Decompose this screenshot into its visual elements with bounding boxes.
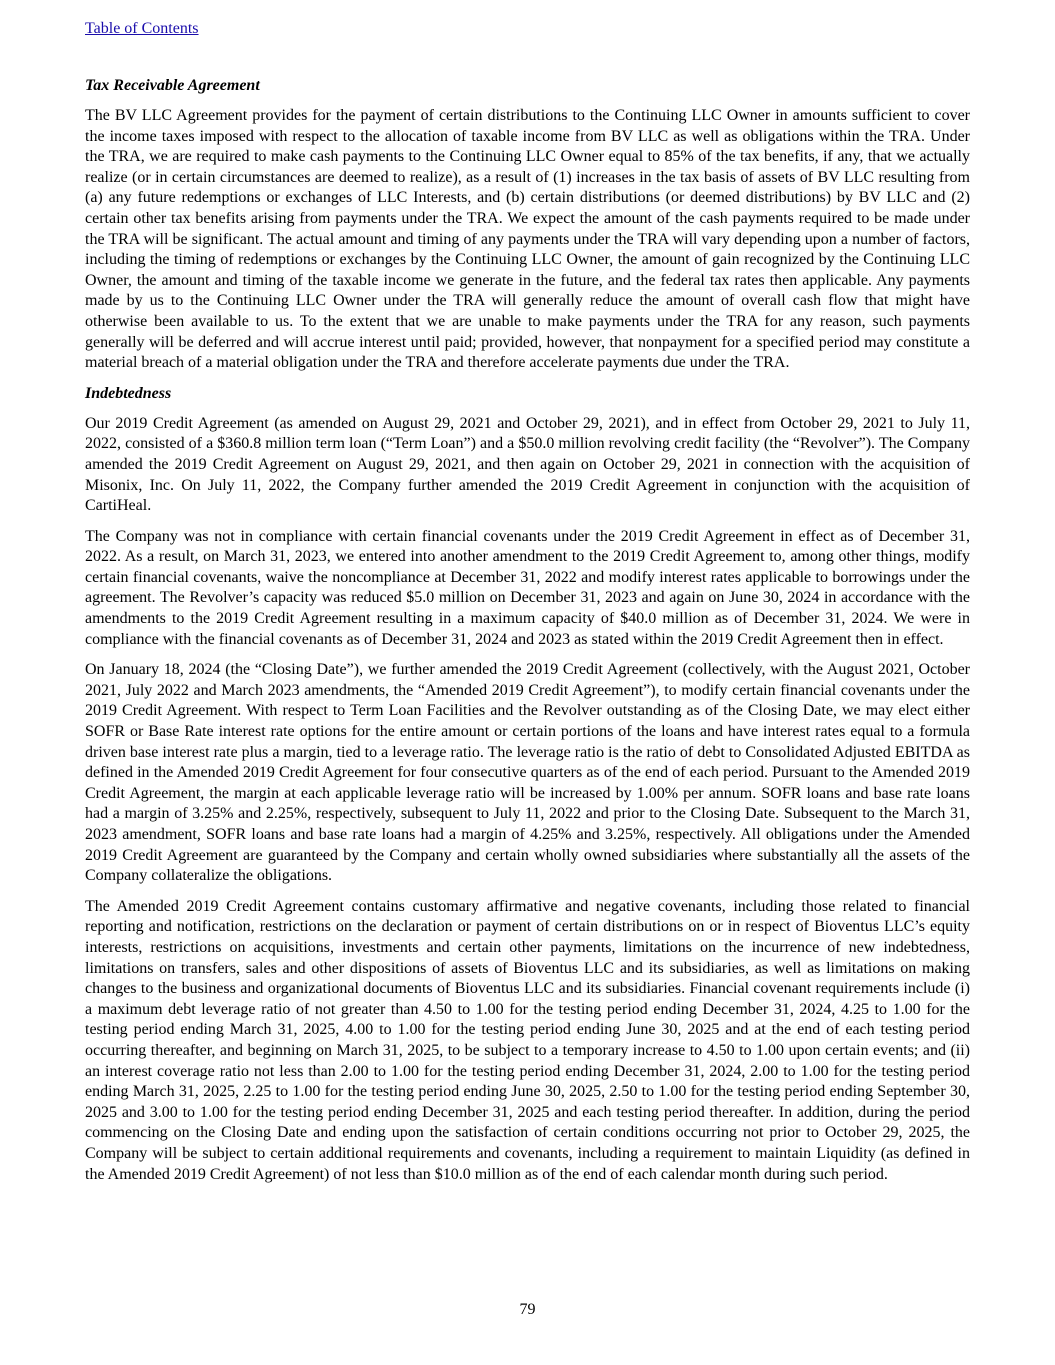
- paragraph-credit-agreement-history: Our 2019 Credit Agreement (as amended on August 29, 2021 and October 29, 2021), and in effect from October 29, 2021 to July 11, 2022, consisted of a $360.8 million term loan (“Term Loan”) and a $50.0 million revolving credit facility (the “Revolver”). The Company amended the 2019 Credit Agreement on August 29, 2021, and then again on October 29, 2021 in connection with the acquisition of Misonix, Inc. On July 11, 2022, the Company further amended the 2019 Credit Agreement in conjunction with the acquisition of CartiHeal.: [85, 414, 970, 515]
- page-number: 79: [519, 1301, 536, 1318]
- document-page: [85, 19, 970, 1195]
- paragraph-tra: The BV LLC Agreement provides for the payment of certain distributions to the Continuing LLC Owner in amounts sufficient to cover the income taxes imposed with respect to the allocation of taxable income from BV LLC as well as obligations within the TRA. Under the TRA, we are required to make cash payments to the Continuing LLC Owner equal to 85% of the tax benefits, if any, that we actually realize (or in certain circumstances are deemed to realize), as a result of (1) increases in the tax basis of assets of BV LLC resulting from (a) any future redemptions or exchanges of LLC Interests, and (b) certain distributions (or deemed distributions) by BV LLC and (2) certain other tax benefits arising from payments under the TRA. We expect the amount of the cash payments required to be made under the TRA will be significant. The actual amount and timing of any payments under the TRA will vary depending upon a number of factors, including the timing of redemptions or exchanges by the Continuing LLC Owner, the amount of gain recognized by the Continuing LLC Owner, the amount and timing of the taxable income we generate in the future, and the federal tax rates then applicable. Any payments made by us to the Continuing LLC Owner under the TRA will generally reduce the amount of overall cash flow that might have otherwise been available to us. To the extent that we are unable to make payments under the TRA for any reason, such payments generally will be deferred and will accrue interest until paid; provided, however, that nonpayment for a specified period may constitute a material breach of a material obligation under the TRA and therefore accelerate payments due under the TRA.: [85, 107, 970, 372]
- section-heading-indebtedness: Indebtedness: [85, 384, 172, 402]
- paragraph-covenants: The Amended 2019 Credit Agreement contains customary affirmative and negative covenants, including those related to financial reporting and notification, restrictions on the declaration or payment of certain distributions on or in respect of Bioventus LLC’s equity interests, restrictions on acquisitions, investments and certain other payments, limitations on the incurrence of new indebtedness, limitations on transfers, sales and other dispositions of assets of Bioventus LLC and its subsidiaries, as well as limitations on making changes to the business and organizational documents of Bioventus LLC and its subsidiaries. Financial covenant requirements include (i) a maximum debt leverage ratio of not greater than 4.50 to 1.00 for the testing period ending December 31, 2024, 4.25 to 1.00 for the testing period ending March 31, 2025, 4.00 to 1.00 for the testing period ending June 30, 2025 and at the end of each testing period occurring thereafter, and beginning on March 31, 2025, to be subject to a temporary increase to 4.50 to 1.00 upon certain events; and (ii) an interest coverage ratio not less than 2.00 to 1.00 for the testing period ending December 31, 2024, 2.00 to 1.00 for the testing period ending March 31, 2025, 2.25 to 1.00 for the testing period ending June 30, 2025, 2.50 to 1.00 for the testing period ending September 30, 2025 and 3.00 to 1.00 for the testing period ending December 31, 2025 and each testing period thereafter. In addition, during the period commencing on the Closing Date and ending upon the satisfaction of certain conditions occurring not prior to October 29, 2025, the Company will be subject to certain additional requirements and covenants, including a requirement to maintain Liquidity (as defined in the Amended 2019 Credit Agreement) of not less than $10.0 million as of the end of each calendar month during such period.: [85, 897, 970, 1183]
- table-of-contents-link[interactable]: Table of Contents: [85, 20, 199, 37]
- paragraph-amended-credit-agreement: On January 18, 2024 (the “Closing Date”), we further amended the 2019 Credit Agreement (collectively, with the August 2021, October 2021, July 2022 and March 2023 amendments, the “Amended 2019 Credit Agreement”), to modify certain financial covenants under the 2019 Credit Agreement. With respect to Term Loan Facilities and the Revolver outstanding as of the Closing Date, we may elect either SOFR or Base Rate interest rate options for the entire amount or certain portions of the loans and have interest rates equal to a formula driven base interest rate plus a margin, tied to a leverage ratio. The leverage ratio is the ratio of debt to Consolidated Adjusted EBITDA as defined in the Amended 2019 Credit Agreement for four consecutive quarters as of the end of each period. Pursuant to the Amended 2019 Credit Agreement, the margin at each applicable leverage ratio will be increased by 1.00% per annum. SOFR loans and base rate loans had a margin of 3.25% and 2.25%, respectively, subsequent to July 11, 2022 and prior to the Closing Date. Subsequent to the March 31, 2023 amendment, SOFR loans and base rate loans had a margin of 4.25% and 3.25%, respectively. All obligations under the Amended 2019 Credit Agreement are guaranteed by the Company and certain wholly owned subsidiaries where substantially all the assets of the Company collateralize the obligations.: [85, 661, 970, 885]
- section-heading-tax-receivable-agreement: Tax Receivable Agreement: [85, 77, 260, 94]
- paragraph-covenant-compliance: The Company was not in compliance with certain financial covenants under the 2019 Credit Agreement in effect as of December 31, 2022. As a result, on March 31, 2023, we entered into another amendment to the 2019 Credit Agreement to, among other things, modify certain financial covenants, waive the noncompliance at December 31, 2022 and modify interest rates applicable to borrowings under the agreement. The Revolver’s capacity was reduced $5.0 million on December 31, 2023 and again on June 30, 2024 in accordance with the amendments to the 2019 Credit Agreement resulting in a maximum capacity of $40.0 million as of December 31, 2024. We were in compliance with the financial covenants as of December 31, 2024 and 2023 as stated within the 2019 Credit Agreement then in effect.: [85, 527, 970, 648]
